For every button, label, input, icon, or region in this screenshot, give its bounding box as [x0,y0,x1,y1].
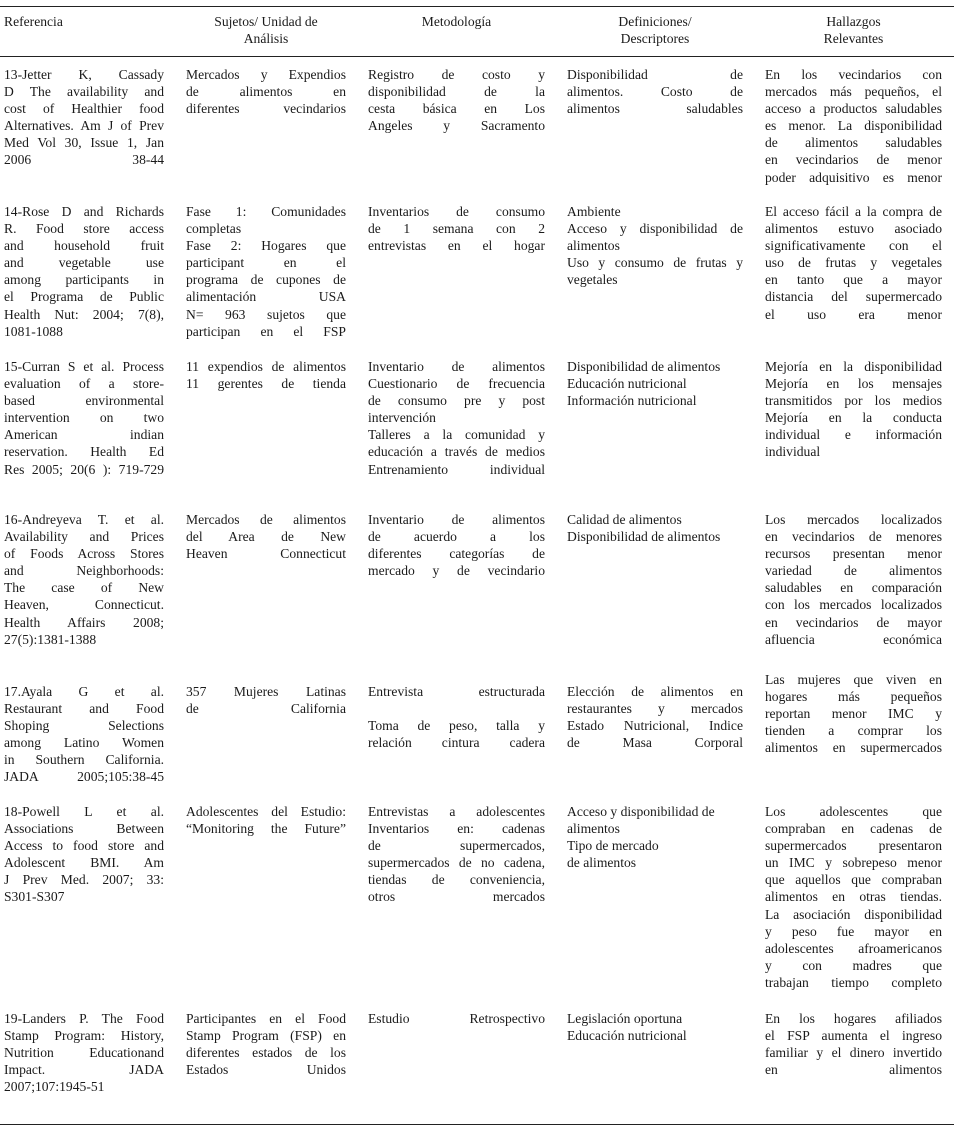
header-findings: Hallazgos Relevantes [823,14,884,46]
cell-methodology: Entrevista estructurada Toma de peso, talla y relación cintura cadera [368,684,545,751]
cell-reference: 15-Curran S et al. Process evaluation of a store- based environmental intervention on two American indian reservation. Health Ed Res 2005; 20(6 ): 719-729 [4,359,164,477]
header-methodology: Metodología [421,14,492,29]
cell-subjects: Mercados y Expendios de alimentos en diferentes vecindarios [186,67,346,117]
cell-findings: Las mujeres que viven en hogares más pequeños reportan menor IMC y tienden a comprar los alimentos en supermercados [765,672,942,756]
cell-reference: 14-Rose D and Richards R. Food store access and household fruit and vegetable use among participants in el Programa de Public Health Nut: 2004; 7(8), 1081-1088 [4,204,164,339]
cell-definitions: Calidad de alimentos Disponibilidad de alimentos [567,512,721,545]
header-reference: Referencia [4,14,63,29]
cell-methodology: Registro de costo y disponibilidad de la cesta básica en Los Angeles y Sacramento [368,67,545,134]
cell-definitions: Ambiente Acceso y disponibilidad de alimentos Uso y consumo de frutas y vegetales [567,204,743,288]
bottom-rule [0,1124,954,1125]
cell-definitions: Disponibilidad de alimentos. Costo de alimentos saludables [567,67,743,117]
cell-subjects: 357 Mujeres Latinas de California [186,684,346,717]
cell-reference: 13-Jetter K, Cassady D The availability and cost of Healthier food Alternatives. Am J of Prev Med Vol 30, Issue 1, Jan 2006 38-44 [4,67,164,168]
cell-subjects: Adolescentes del Estudio: “Monitoring the Future” [186,804,346,837]
cell-findings: Los adolescentes que compraban en cadenas de supermercados presentaron un IMC y sobrepeso menor que aquellos que compraban alimentos en otras tiendas. La asociación disponibilidad y peso fue mayor en adolescentes afroamericanos y con madres que trabajan tiempo completo [765,804,942,990]
top-rule [0,6,954,7]
cell-definitions: Acceso y disponibilidad de alimentos Tipo de mercado de alimentos [567,804,715,871]
cell-subjects: Participantes en el Food Stamp Program (FSP) en diferentes estados de los Estados Unidos [186,1011,346,1078]
cell-reference: 16-Andreyeva T. et al. Availability and Prices of Foods Across Stores and Neighborhoods: The case of New Heaven, Connecticut. Health Affairs 2008; 27(5):1381-1388 [4,512,164,647]
cell-subjects: Mercados de alimentos del Area de New Heaven Connecticut [186,512,346,562]
cell-findings: Los mercados localizados en vecindarios de menores recursos presentan menor variedad de alimentos saludables en comparación con los mercados localizados en vecindarios de mayor afluencia económica [765,512,942,647]
cell-methodology: Estudio Retrospectivo [368,1011,545,1026]
header-rule [0,56,954,57]
cell-subjects: 11 expendios de alimentos 11 gerentes de tienda [186,359,346,392]
header-subjects: Sujetos/ Unidad de Análisis [214,14,318,46]
cell-findings: Mejoría en la disponibilidad Mejoría en los mensajes transmitidos por los medios Mejoría en la conducta individual e información individual [765,359,942,460]
cell-methodology: Inventario de alimentos de acuerdo a los diferentes categorías de mercado y de vecindario [368,512,545,579]
cell-reference: 18-Powell L et al. Associations Between Access to food store and Adolescent BMI. Am J Prev Med. 2007; 33: S301-S307 [4,804,164,905]
cell-findings: En los vecindarios con mercados más pequeños, el acceso a productos saludables es menor. La disponibilidad de alimentos saludables en vecindarios de menor poder adquisitivo es menor [765,67,942,185]
cell-reference: 19-Landers P. The Food Stamp Program: History, Nutrition Educationand Impact. JADA 2007;107:1945-51 [4,1011,164,1095]
cell-definitions: Legislación oportuna Educación nutricional [567,1011,687,1044]
header-definitions: Definiciones/ Descriptores [618,14,692,46]
cell-findings: El acceso fácil a la compra de alimentos estuvo asociado significativamente con el uso de frutas y vegetales en tanto que a mayor distancia del supermercado el uso era menor [765,204,942,322]
cell-findings: En los hogares afiliados el FSP aumenta el ingreso familiar y el dinero invertido en alimentos [765,1011,942,1078]
cell-subjects: Fase 1: Comunidades completas Fase 2: Hogares que participant en el programa de cupones de alimentación USA N= 963 sujetos que participan en el FSP [186,204,346,339]
cell-definitions: Disponibilidad de alimentos Educación nutricional Información nutricional [567,359,721,409]
cell-methodology: Inventario de alimentos Cuestionario de frecuencia de consumo pre y post intervención Talleres a la comunidad y educación a través de medios Entrenamiento individual [368,359,545,477]
cell-reference: 17.Ayala G et al. Restaurant and Food Shoping Selections among Latino Women in Southern California. JADA 2005;105:38-45 [4,684,164,785]
cell-methodology: Entrevistas a adolescentes Inventarios en: cadenas de supermercados, supermercados de no cadena, tiendas de conveniencia, otros mercados [368,804,545,905]
cell-definitions: Elección de alimentos en restaurantes y mercados Estado Nutricional, Indice de Masa Corporal [567,684,743,751]
cell-methodology: Inventarios de consumo de 1 semana con 2 entrevistas en el hogar [368,204,545,254]
